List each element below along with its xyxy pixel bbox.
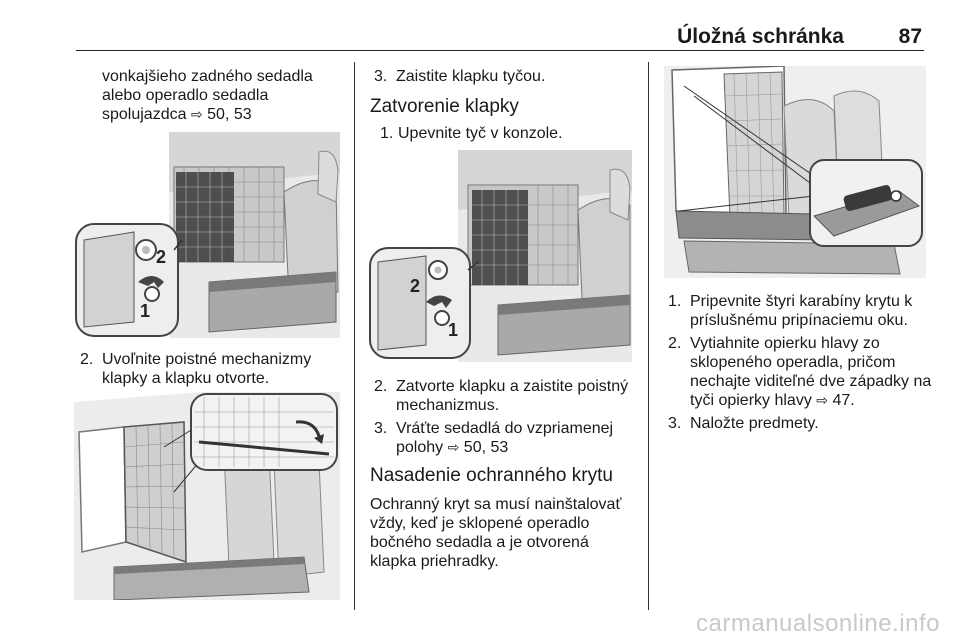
section-heading: Nasadenie ochranného krytu	[370, 465, 613, 486]
watermark: carmanualsonline.info	[696, 610, 940, 637]
intro-line	[102, 105, 252, 125]
step-number: 1.	[380, 125, 394, 142]
section-heading: Zatvorenie klapky	[370, 96, 519, 117]
step-number: 2.	[374, 378, 388, 395]
fig1-callout-2: 2	[156, 247, 167, 267]
step-number: 3.	[374, 68, 388, 85]
figure-protective-cover	[664, 66, 926, 278]
page-ref-arrow-icon: ⇨	[447, 440, 460, 456]
step-text	[690, 391, 855, 411]
body-line: Ochranný kryt sa musí nainštalovať	[370, 496, 622, 513]
header-rule	[76, 50, 924, 51]
body-line: klapka priehradky.	[370, 553, 499, 570]
fig1-callout-1: 1	[140, 301, 151, 321]
fig3-callout-1: 1	[448, 320, 459, 340]
step-text: Upevnite tyč v konzole.	[398, 125, 563, 142]
step-text-part: polohy	[396, 439, 444, 456]
body-line: vždy, keď je sklopené operadlo	[370, 515, 590, 532]
step-text: sklopeného operadla, pričom	[690, 354, 896, 371]
step-text: príslušnému pripínaciemu oku.	[690, 312, 908, 329]
step-text	[396, 438, 508, 458]
step-text: Naložte predmety.	[690, 415, 819, 432]
figure-seat-latch-release	[74, 132, 340, 338]
figure-drawing	[74, 392, 340, 600]
step-text: Uvoľnite poistné mechanizmy	[102, 351, 312, 368]
page-reference[interactable]: 50, 53	[207, 106, 252, 123]
step-number: 3.	[668, 415, 682, 432]
page-reference[interactable]: 50, 53	[463, 439, 509, 456]
step-number: 2.	[668, 335, 682, 352]
step-text: klapky a klapku otvorte.	[102, 370, 270, 387]
page-number: 87	[898, 25, 922, 48]
step-text: nechajte viditeľné dve západky na	[690, 373, 932, 390]
figure-drawing	[664, 66, 926, 278]
figure-flap-open	[74, 392, 340, 600]
step-text-part: tyči opierky hlavy	[690, 392, 812, 409]
column-divider	[648, 62, 649, 610]
figure-drawing	[368, 150, 632, 362]
step-text: mechanizmus.	[396, 397, 500, 414]
intro-line: vonkajšieho zadného sedadla	[102, 68, 313, 85]
step-text: Zatvorte klapku a zaistite poistný	[396, 378, 629, 395]
step-number: 1.	[668, 293, 682, 310]
intro-line-text: spolujazdca	[102, 106, 187, 123]
step-number: 2.	[80, 351, 94, 368]
step-text: Vráťte sedadlá do vzpriamenej	[396, 420, 614, 437]
step-number: 3.	[374, 420, 388, 437]
page-header	[0, 0, 960, 52]
figure-drawing	[74, 132, 340, 338]
fig3-callout-2: 2	[410, 276, 421, 296]
page-ref-arrow-icon: ⇨	[816, 393, 829, 409]
page-reference[interactable]: 47.	[832, 392, 855, 409]
step-text: Pripevnite štyri karabíny krytu k	[690, 293, 913, 310]
figure-flap-close	[368, 150, 632, 362]
column-divider	[354, 62, 355, 610]
body-line: bočného sedadla a je otvorená	[370, 534, 589, 551]
intro-line: alebo operadlo sedadla	[102, 87, 269, 104]
page-title: Úložná schránka	[677, 25, 844, 48]
step-text: Zaistite klapku tyčou.	[396, 68, 546, 85]
page-ref-arrow-icon: ⇨	[190, 107, 203, 123]
step-text: Vytiahnite opierku hlavy zo	[690, 335, 880, 352]
